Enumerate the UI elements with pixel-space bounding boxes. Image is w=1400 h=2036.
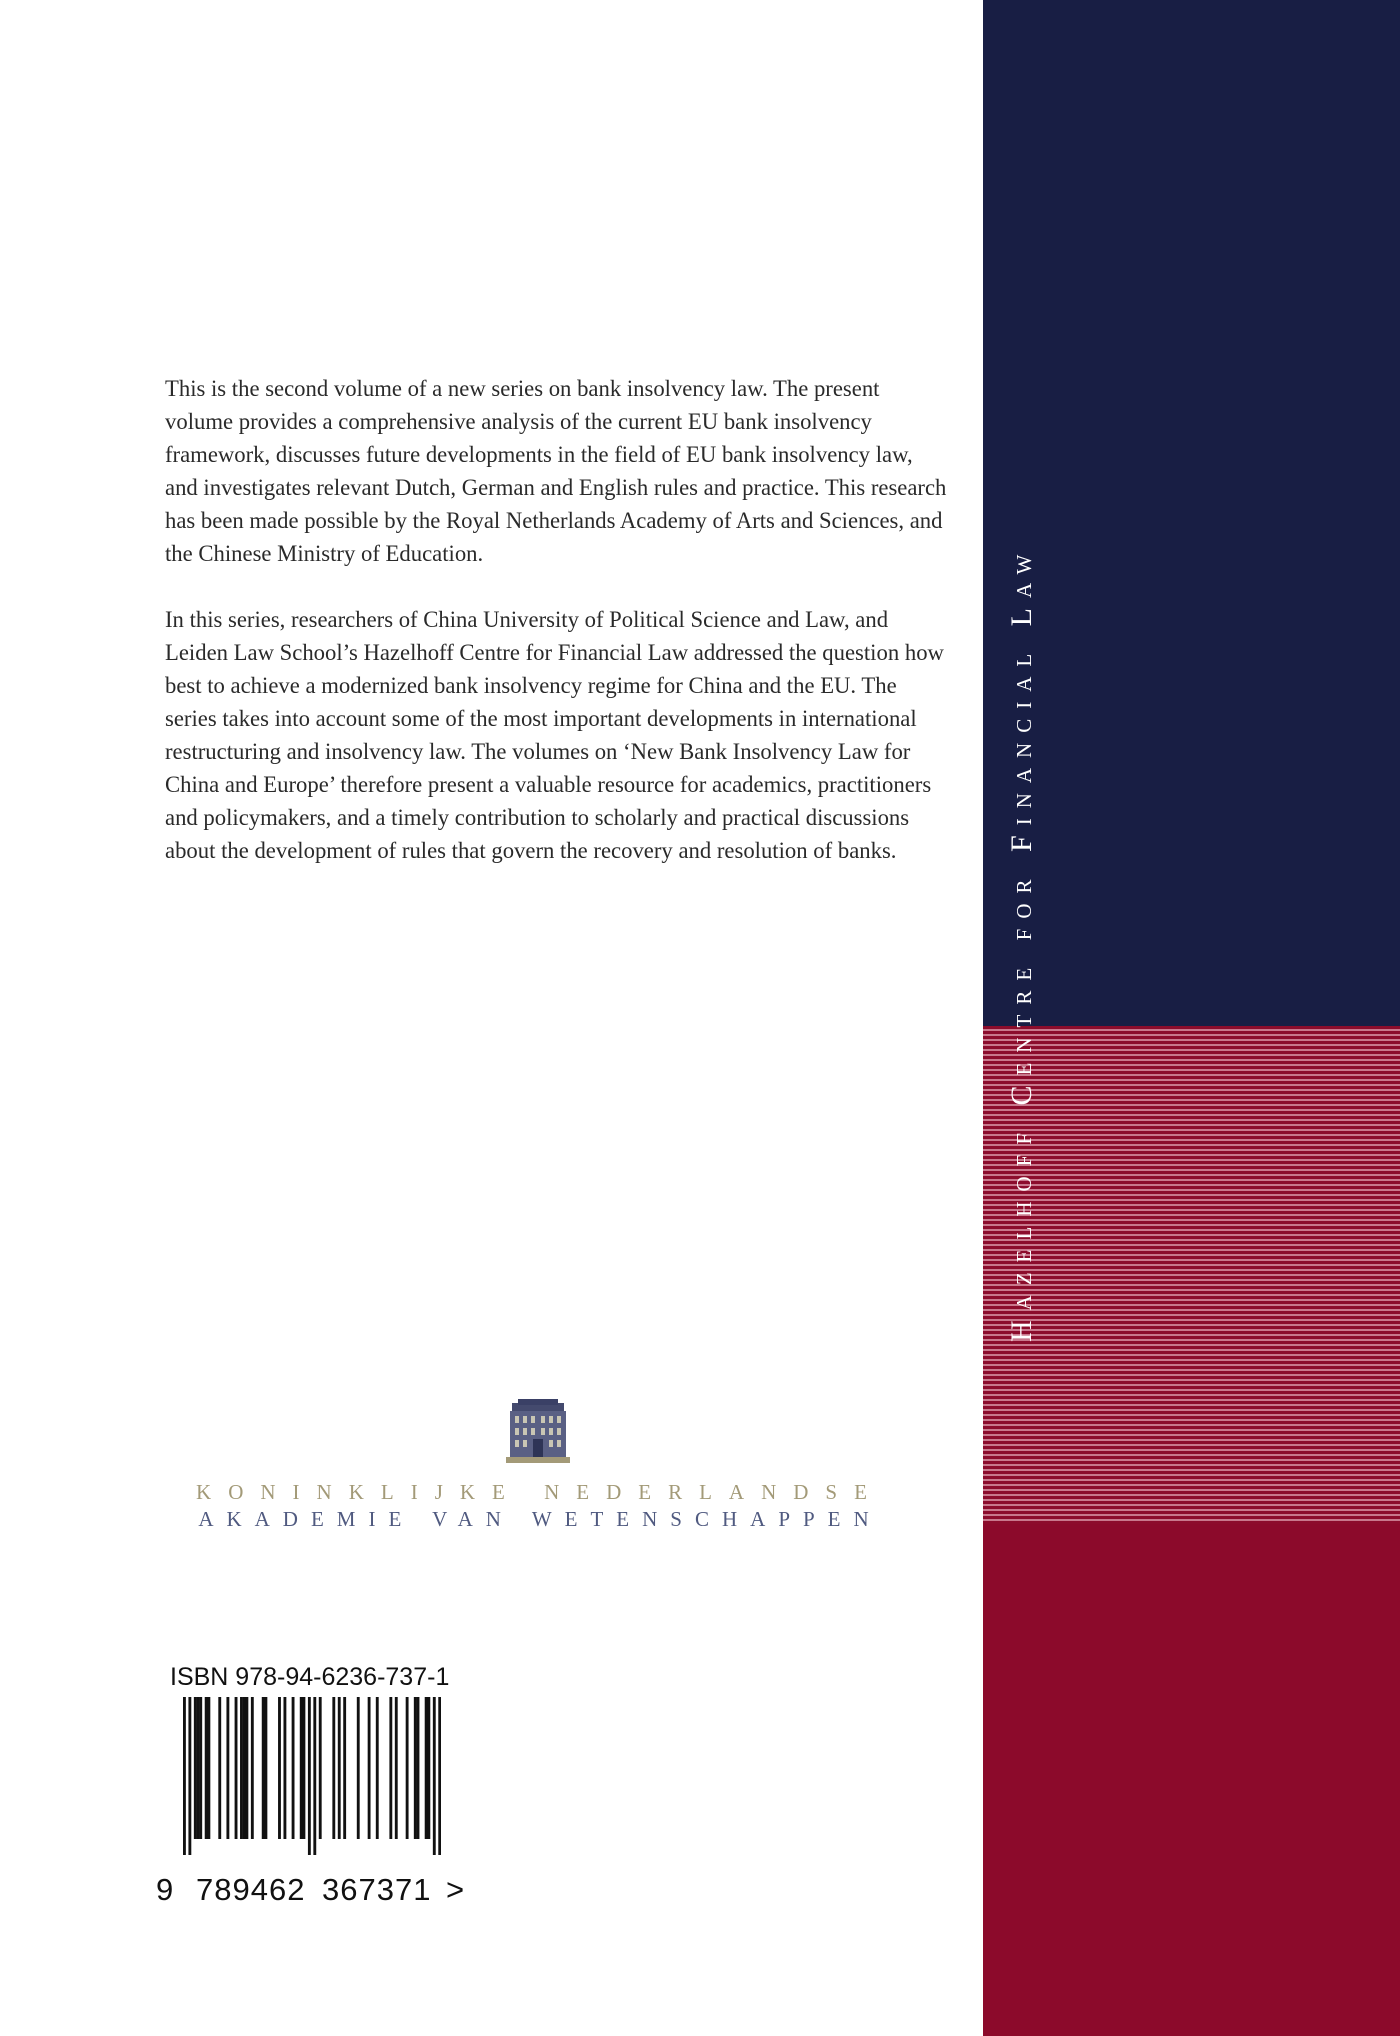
barcode-bar bbox=[343, 1697, 346, 1839]
barcode-bar bbox=[245, 1697, 248, 1839]
barcode-bar bbox=[319, 1697, 322, 1839]
barcode-bar bbox=[207, 1697, 210, 1839]
barcode-bar bbox=[417, 1697, 420, 1839]
barcode-bar bbox=[199, 1697, 202, 1839]
publisher-name-line-1: KONINKLIJKE NEDERLANDSE bbox=[196, 1480, 884, 1504]
barcode-bar bbox=[332, 1697, 335, 1839]
spine-band-red bbox=[983, 1524, 1400, 2036]
isbn-barcode bbox=[183, 1697, 441, 1855]
barcode-bar bbox=[251, 1697, 254, 1839]
barcode-bar bbox=[205, 1697, 208, 1839]
barcode-bar bbox=[278, 1697, 281, 1839]
barcode-bar bbox=[183, 1697, 186, 1855]
barcode-bar bbox=[395, 1697, 398, 1839]
barcode-bar bbox=[308, 1697, 311, 1855]
spine-title: Hazelhoff Centre for Financial Law bbox=[1005, 544, 1038, 1342]
spine-band-stripes bbox=[983, 1026, 1400, 1524]
barcode-bar bbox=[338, 1697, 341, 1839]
barcode-digits-group-1: 789462 bbox=[196, 1872, 306, 1907]
barcode-bar bbox=[264, 1697, 267, 1839]
barcode-bar bbox=[243, 1697, 246, 1839]
academy-building-icon bbox=[506, 1397, 570, 1463]
barcode-digits-group-2: 367371 bbox=[322, 1872, 432, 1907]
barcode-bar bbox=[262, 1697, 265, 1839]
barcode-digit-tail: > bbox=[446, 1872, 465, 1907]
publisher-name-line-2: AKADEMIE VAN WETENSCHAPPEN bbox=[198, 1507, 882, 1531]
barcode-bar bbox=[438, 1697, 441, 1855]
barcode-bar bbox=[240, 1697, 243, 1839]
barcode-bar bbox=[300, 1697, 303, 1839]
barcode-digit-lead: 9 bbox=[156, 1872, 174, 1907]
barcode-bar bbox=[188, 1697, 191, 1855]
barcode-bar bbox=[302, 1697, 305, 1839]
barcode-bar bbox=[414, 1697, 417, 1839]
barcode-bar bbox=[313, 1697, 316, 1855]
spine-band bbox=[983, 0, 1400, 2036]
barcode-bar bbox=[197, 1697, 200, 1839]
blurb-paragraph-1: This is the second volume of a new series on bank insolvency law. The present volume provides a comprehensive analysis of the current EU bank insolvency framework, discusses future developments in the field of EU bank insolvency law, and investigates relevant Dutch, German and English rules and practice. This research has been made possible by the Royal Netherlands Academy of Arts and Sciences, and the Chinese Ministry of Education. bbox=[165, 376, 947, 566]
spine-band-navy bbox=[983, 0, 1400, 1026]
barcode-bar bbox=[389, 1697, 392, 1839]
isbn-label: ISBN 978-94-6236-737-1 bbox=[170, 1663, 450, 1691]
barcode-bar bbox=[427, 1697, 430, 1839]
barcode-bar bbox=[283, 1697, 286, 1839]
cover-blurb bbox=[165, 372, 950, 867]
blurb-paragraph-2: In this series, researchers of China University of Political Science and Law, and Leiden Law School’s Hazelhoff Centre for Financial Law addressed the question how best to achieve a modernized bank insolvency regime for China and the EU. The series takes into account some of the most important developments in international restructuring and insolvency law. The volumes on ‘New Bank Insolvency Law for China and Europe’ therefore present a valuable resource for academics, practitioners and policymakers, and a timely contribution to scholarly and practical discussions about the development of rules that govern the recovery and resolution of banks. bbox=[165, 607, 944, 863]
barcode-bar bbox=[376, 1697, 379, 1839]
barcode-bar bbox=[218, 1697, 221, 1839]
barcode-bar bbox=[235, 1697, 238, 1839]
barcode-bar bbox=[433, 1697, 436, 1855]
barcode-bar bbox=[425, 1697, 428, 1839]
barcode-bar bbox=[226, 1697, 229, 1839]
barcode-bar bbox=[406, 1697, 409, 1839]
barcode-bar bbox=[194, 1697, 197, 1839]
barcode-bar bbox=[292, 1697, 295, 1839]
barcode-bar bbox=[357, 1697, 360, 1839]
barcode-bar bbox=[368, 1697, 371, 1839]
